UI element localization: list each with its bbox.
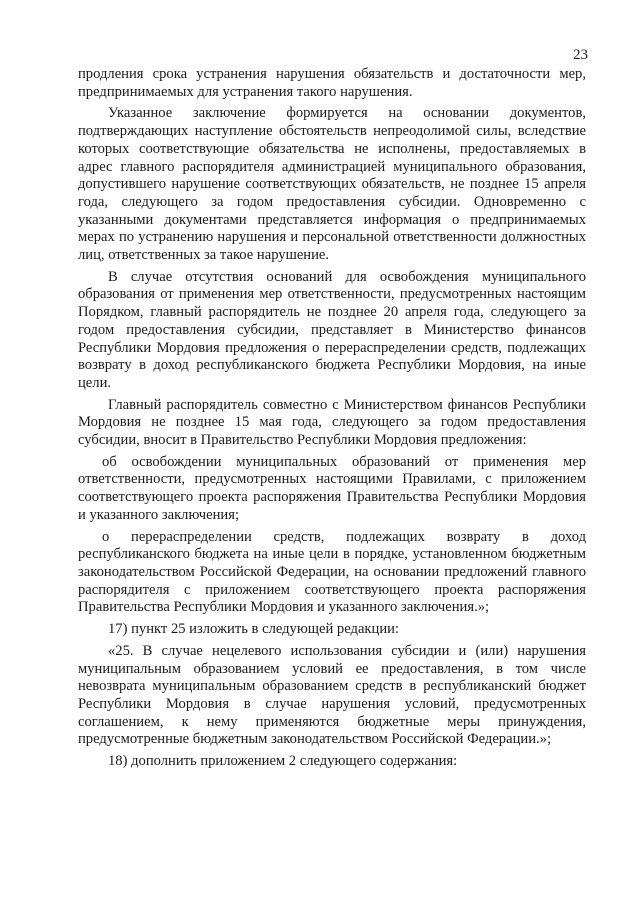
paragraph-continuation: продления срока устранения нарушения обязательств и достаточности мер, предпринимаемых для устранения такого нарушения. — [78, 66, 586, 100]
document-body — [78, 66, 586, 775]
paragraph-item-18: 18) дополнить приложением 2 следующего содержания: — [108, 753, 458, 770]
paragraph-proposals-intro: Главный распорядитель совместно с Министерством финансов Республики Мордовия не позднее 15 мая года, следующего за годом предоставления субсидии, вносит в Правительство Республики Мордовия предложения: — [78, 396, 586, 449]
paragraph-item-17: 17) пункт 25 изложить в следующей редакции: — [108, 621, 399, 638]
paragraph-no-grounds: В случае отсутствия оснований для освобождения муниципального образования от применения мер ответственности, предусмотренных настоящим Порядком, главный распорядитель не позднее 20 апреля года, следующего за годом предоставления субсидии, представляет в Министерство финансов Республики Мордовия предложения о перераспределении средств, подлежащих возврату в доход республиканского бюджета Республики Мордовия, на иные цели. — [78, 268, 586, 391]
paragraph-clause-25: «25. В случае нецелевого использования субсидии и (или) нарушения муниципальным образованием условий ее предоставления, в том числе невозврата муниципальным образованием средств в республиканский бюджет Республики Мордовия в случае нарушения условий, предусмотренных соглашением, к нему применяются бюджетные меры принуждения, предусмотренные бюджетным законодательством Российской Федерации.»; — [78, 642, 586, 748]
page-number: 23 — [573, 47, 588, 63]
paragraph-conclusion-basis: Указанное заключение формируется на основании документов, подтверждающих наступление обстоятельств непреодолимой силы, вследствие которых соответствующие обязательства не исполнены, предоставляемых в адрес главного распорядителя администрацией муниципального образования, допустившего нарушение соответствующих обязательств, не позднее 15 апреля года, следующего за годом предоставления субсидии. Одновременно с указанными документами представляется информация о предпринимаемых мерах по устранению нарушения и персональной ответственности должностных лиц, ответственных за такое нарушение. — [78, 105, 586, 264]
paragraph-proposal-exemption: об освобождении муниципальных образований от применения мер ответственности, предусмотренных настоящими Правилами, с приложением соответствующего проекта распоряжения Правительства Республики Мордовия и указанного заключения; — [78, 453, 586, 523]
paragraph-proposal-redistribution: о перераспределении средств, подлежащих возврату в доход республиканского бюджета на иные цели в порядке, установленном бюджетным законодательством Российской Федерации, на основании предложений главного распорядителя с приложением соответствующего проекта распоряжения Правительства Республики Мордовия и указанного заключения.»; — [78, 528, 586, 616]
